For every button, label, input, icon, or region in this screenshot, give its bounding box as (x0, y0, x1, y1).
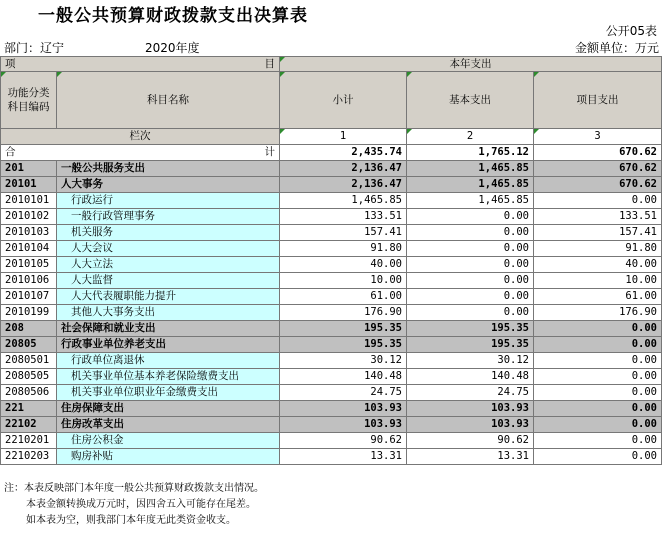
row-project: 0.00 (534, 353, 662, 369)
row-project: 0.00 (534, 369, 662, 385)
row-subject-name: 行政单位离退休 (57, 353, 280, 369)
row-code: 2010101 (1, 193, 57, 209)
row-basic: 103.93 (407, 417, 534, 433)
row-basic: 1,465.85 (407, 177, 534, 193)
row-project: 10.00 (534, 273, 662, 289)
row-code: 208 (1, 321, 57, 337)
row-project: 670.62 (534, 161, 662, 177)
row-project: 157.41 (534, 225, 662, 241)
row-subject-name: 人大会议 (57, 241, 280, 257)
total-left: 合 (5, 146, 16, 158)
row-basic: 1,465.85 (407, 193, 534, 209)
total-label (1, 145, 280, 161)
footnote-1: 注：本表反映部门本年度一般公共预算财政拨款支出情况。 (4, 483, 264, 494)
table-row (1, 289, 662, 305)
row-basic: 13.31 (407, 449, 534, 465)
row-code: 2080506 (1, 385, 57, 401)
row-project: 61.00 (534, 289, 662, 305)
footnote-3: 如本表为空，则我部门本年度无此类资金收支。 (26, 515, 236, 526)
footnotes (4, 481, 264, 529)
table-row (1, 225, 662, 241)
table-row (1, 257, 662, 273)
row-subtotal: 91.80 (280, 241, 407, 257)
row-subject-name: 机关服务 (57, 225, 280, 241)
row-basic: 24.75 (407, 385, 534, 401)
project-header: 项目支出 (534, 72, 662, 129)
report-title: 一般公共预算财政拨款支出决算表 (38, 6, 308, 26)
row-project: 0.00 (534, 321, 662, 337)
row-project: 133.51 (534, 209, 662, 225)
col-num-3: 3 (534, 129, 662, 145)
row-subject-name: 住房公积金 (57, 433, 280, 449)
func-code-header: 功能分类科目编码 (1, 72, 57, 129)
department-label: 部门：辽宁 (4, 41, 65, 55)
footnote-2: 本表金额转换成万元时，因四舍五入可能存在尾差。 (26, 499, 256, 510)
table-row (1, 193, 662, 209)
row-subject-name: 机关事业单位基本养老保险缴费支出 (57, 369, 280, 385)
fiscal-year: 2020年度 (145, 41, 200, 55)
row-subtotal: 24.75 (280, 385, 407, 401)
row-subtotal: 1,465.85 (280, 193, 407, 209)
total-subtotal: 2,435.74 (280, 145, 407, 161)
row-project: 0.00 (534, 385, 662, 401)
table-row (1, 417, 662, 433)
row-subject-name: 人大监督 (57, 273, 280, 289)
meta-row (0, 39, 665, 55)
row-subject-name: 人大立法 (57, 257, 280, 273)
total-row (1, 145, 662, 161)
col-label: 栏次 (1, 129, 280, 145)
item-header-left: 项 (5, 58, 16, 70)
row-subtotal: 195.35 (280, 321, 407, 337)
row-subtotal: 90.62 (280, 433, 407, 449)
item-header (1, 57, 280, 72)
table-row (1, 369, 662, 385)
row-project: 0.00 (534, 193, 662, 209)
subject-name-label: 科目名称 (147, 94, 189, 106)
row-subject-name: 机关事业单位职业年金缴费支出 (57, 385, 280, 401)
row-project: 91.80 (534, 241, 662, 257)
row-subject-name: 一般公共服务支出 (57, 161, 280, 177)
header-row-top (1, 57, 662, 72)
table-row (1, 209, 662, 225)
row-basic: 103.93 (407, 401, 534, 417)
row-subtotal: 103.93 (280, 401, 407, 417)
row-subtotal: 140.48 (280, 369, 407, 385)
row-subject-name: 行政事业单位养老支出 (57, 337, 280, 353)
row-code: 2010107 (1, 289, 57, 305)
item-header-right: 目 (264, 58, 275, 70)
column-index-row (1, 129, 662, 145)
row-basic: 195.35 (407, 321, 534, 337)
row-code: 2010106 (1, 273, 57, 289)
row-code: 221 (1, 401, 57, 417)
row-code: 2010104 (1, 241, 57, 257)
row-basic: 0.00 (407, 209, 534, 225)
row-subject-name: 住房改革支出 (57, 417, 280, 433)
row-basic: 0.00 (407, 273, 534, 289)
row-code: 2080501 (1, 353, 57, 369)
row-subtotal: 2,136.47 (280, 177, 407, 193)
row-subject-name: 社会保障和就业支出 (57, 321, 280, 337)
row-code: 2010103 (1, 225, 57, 241)
row-subject-name: 其他人大事务支出 (57, 305, 280, 321)
row-subtotal: 61.00 (280, 289, 407, 305)
row-subject-name: 购房补贴 (57, 449, 280, 465)
total-right: 计 (264, 146, 275, 158)
subject-name-header (57, 72, 280, 129)
row-subtotal: 103.93 (280, 417, 407, 433)
total-project: 670.62 (534, 145, 662, 161)
form-number: 公开05表 (605, 24, 657, 38)
row-code: 201 (1, 161, 57, 177)
table-row (1, 401, 662, 417)
header-row-columns (1, 72, 662, 129)
row-subtotal: 195.35 (280, 337, 407, 353)
row-basic: 140.48 (407, 369, 534, 385)
row-subtotal: 2,136.47 (280, 161, 407, 177)
table-row (1, 353, 662, 369)
col-num-2: 2 (407, 129, 534, 145)
row-basic: 0.00 (407, 225, 534, 241)
row-subtotal: 176.90 (280, 305, 407, 321)
table-row (1, 177, 662, 193)
table-row (1, 337, 662, 353)
row-project: 40.00 (534, 257, 662, 273)
row-project: 0.00 (534, 401, 662, 417)
table-row (1, 161, 662, 177)
row-subtotal: 133.51 (280, 209, 407, 225)
basic-header: 基本支出 (407, 72, 534, 129)
table-row (1, 433, 662, 449)
total-basic: 1,765.12 (407, 145, 534, 161)
row-code: 22102 (1, 417, 57, 433)
table-row (1, 449, 662, 465)
col-num-1: 1 (280, 129, 407, 145)
row-basic: 0.00 (407, 257, 534, 273)
table-row (1, 305, 662, 321)
row-subject-name: 行政运行 (57, 193, 280, 209)
row-project: 176.90 (534, 305, 662, 321)
amount-unit: 金额单位：万元 (574, 41, 659, 55)
row-project: 0.00 (534, 337, 662, 353)
row-project: 0.00 (534, 433, 662, 449)
row-project: 0.00 (534, 417, 662, 433)
expenditure-table (0, 56, 662, 465)
row-subject-name: 人大事务 (57, 177, 280, 193)
row-code: 2010105 (1, 257, 57, 273)
row-code: 2010199 (1, 305, 57, 321)
subtotal-header: 小计 (280, 72, 407, 129)
row-project: 670.62 (534, 177, 662, 193)
row-subtotal: 157.41 (280, 225, 407, 241)
row-subject-name: 住房保障支出 (57, 401, 280, 417)
row-code: 2210201 (1, 433, 57, 449)
table-row (1, 241, 662, 257)
row-basic: 195.35 (407, 337, 534, 353)
row-basic: 1,465.85 (407, 161, 534, 177)
row-basic: 30.12 (407, 353, 534, 369)
table-row (1, 385, 662, 401)
row-project: 0.00 (534, 449, 662, 465)
row-code: 2080505 (1, 369, 57, 385)
current-year-header: 本年支出 (280, 57, 662, 72)
row-code: 20805 (1, 337, 57, 353)
row-basic: 0.00 (407, 305, 534, 321)
row-subtotal: 30.12 (280, 353, 407, 369)
row-code: 2210203 (1, 449, 57, 465)
row-subtotal: 13.31 (280, 449, 407, 465)
row-basic: 0.00 (407, 289, 534, 305)
table-row (1, 321, 662, 337)
table-row (1, 273, 662, 289)
row-code: 2010102 (1, 209, 57, 225)
row-subtotal: 40.00 (280, 257, 407, 273)
row-subject-name: 一般行政管理事务 (57, 209, 280, 225)
row-basic: 0.00 (407, 241, 534, 257)
row-code: 20101 (1, 177, 57, 193)
row-basic: 90.62 (407, 433, 534, 449)
row-subject-name: 人大代表履职能力提升 (57, 289, 280, 305)
row-subtotal: 10.00 (280, 273, 407, 289)
